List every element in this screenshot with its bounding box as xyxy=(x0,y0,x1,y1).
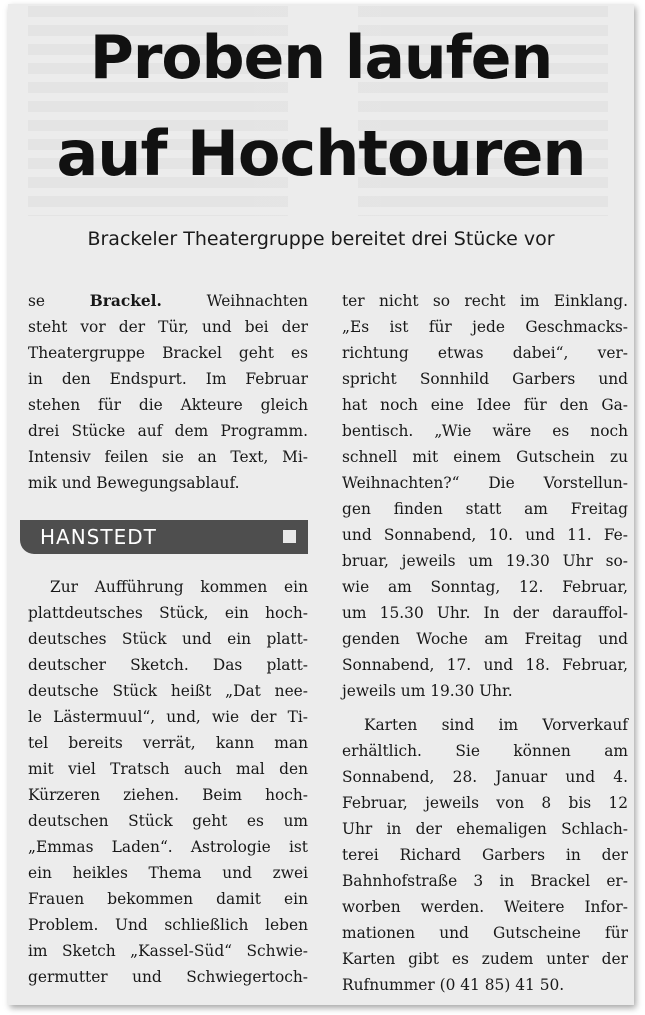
text-line: richtung etwas dabei“, ver- xyxy=(342,344,628,362)
text-line: Bahnhofstraße 3 in Brackel er- xyxy=(342,872,628,890)
column-right xyxy=(342,288,628,998)
text-line: Problem. Und schließlich leben xyxy=(28,916,308,934)
text-line: ein heikles Thema und zwei xyxy=(28,864,308,882)
text-line: Karten sind im Vorverkauf xyxy=(364,716,628,734)
text-line: erhältlich. Sie können am xyxy=(342,742,628,760)
text-line: worben werden. Weitere Infor- xyxy=(342,898,628,916)
text-line: in den Endspurt. Im Februar xyxy=(28,370,308,388)
text-line: le Lästermuul“, und, wie der Ti- xyxy=(28,708,308,726)
text-line: stehen für die Akteure gleich xyxy=(28,396,308,414)
text-line: bentisch. „Wie wäre es noch xyxy=(342,422,628,440)
headline-line-1: Proben laufen xyxy=(89,23,553,93)
text-line: Sonnabend, 28. Januar und 4. xyxy=(342,768,628,786)
text-line: hat noch eine Idee für den Ga- xyxy=(342,396,628,414)
section-tag: HANSTEDT xyxy=(40,525,157,549)
text-line: steht vor der Tür, und bei der xyxy=(28,318,308,336)
text-line: schnell mit einem Gutschein zu xyxy=(342,448,628,466)
text-line: „Es ist für jede Geschmacks- xyxy=(342,318,628,336)
text-line: Frauen bekommen damit ein xyxy=(28,890,308,908)
text-line: Theatergruppe Brackel geht es xyxy=(28,344,308,362)
subheadline: Brackeler Theatergruppe bereitet drei Stücke vor xyxy=(87,228,555,250)
text-line: Rufnummer (0 41 85) 41 50. xyxy=(342,976,565,994)
text-line: plattdeutsches Stück, ein hoch- xyxy=(28,604,308,622)
dateline-place: Brackel. xyxy=(89,292,162,310)
lead-first-line xyxy=(28,288,308,314)
text-line: mationen und Gutscheine für xyxy=(342,924,628,942)
text-line: Weihnachten?“ Die Vorstellun- xyxy=(342,474,628,492)
text-line: germutter und Schwiegertoch- xyxy=(28,968,308,986)
text-line: bruar, jeweils um 19.30 Uhr so- xyxy=(342,552,628,570)
text-line: spricht Sonnhild Garbers und xyxy=(342,370,628,388)
text-line: „Emmas Laden“. Astrologie ist xyxy=(28,838,308,856)
section-banner xyxy=(20,520,308,554)
text-line: terei Richard Garbers in der xyxy=(342,846,628,864)
newspaper-clipping xyxy=(8,4,634,1005)
text-line: genden Woche am Freitag und xyxy=(342,630,628,648)
text-line: mit viel Tratsch auch mal den xyxy=(28,760,308,778)
text-line: deutschen Stück geht es um xyxy=(28,812,308,830)
text-line: Karten gibt es zudem unter der xyxy=(342,950,628,968)
column-left-body xyxy=(28,574,308,990)
text-line: um 15.30 Uhr. In der darauffol- xyxy=(342,604,628,622)
banner-square-icon xyxy=(283,530,296,543)
text-line: deutscher Sketch. Das platt- xyxy=(28,656,308,674)
text-line: Uhr in der ehemaligen Schlach- xyxy=(342,820,628,838)
text-line: Intensiv feilen sie an Text, Mi- xyxy=(28,448,308,466)
headline-line-2: auf Hochtouren xyxy=(56,117,586,190)
text-line: im Sketch „Kassel-Süd“ Schwie- xyxy=(28,942,308,960)
author-initials: se xyxy=(28,292,46,310)
column-left xyxy=(28,288,308,496)
text-line: deutsche Stück heißt „Dat nee- xyxy=(28,682,308,700)
text-line: Zur Aufführung kommen ein xyxy=(50,578,308,596)
text-line: Sonnabend, 17. und 18. Februar, xyxy=(342,656,628,674)
text-line: ter nicht so recht im Einklang. xyxy=(342,292,628,310)
text-line: wie am Sonntag, 12. Februar, xyxy=(342,578,628,596)
lead-first-line-rest: Weihnachten xyxy=(206,292,308,310)
text-line: und Sonnabend, 10. und 11. Fe- xyxy=(342,526,628,544)
text-line: mik und Bewegungsablauf. xyxy=(28,474,240,492)
text-line: tel bereits verrät, kann man xyxy=(28,734,308,752)
text-line: Kürzeren ziehen. Beim hoch- xyxy=(28,786,308,804)
text-line: Februar, jeweils von 8 bis 12 xyxy=(342,794,628,812)
text-line: deutsches Stück und ein platt- xyxy=(28,630,308,648)
text-line: gen finden statt am Freitag xyxy=(342,500,628,518)
text-line: drei Stücke auf dem Programm. xyxy=(28,422,308,440)
text-line: jeweils um 19.30 Uhr. xyxy=(342,682,513,700)
